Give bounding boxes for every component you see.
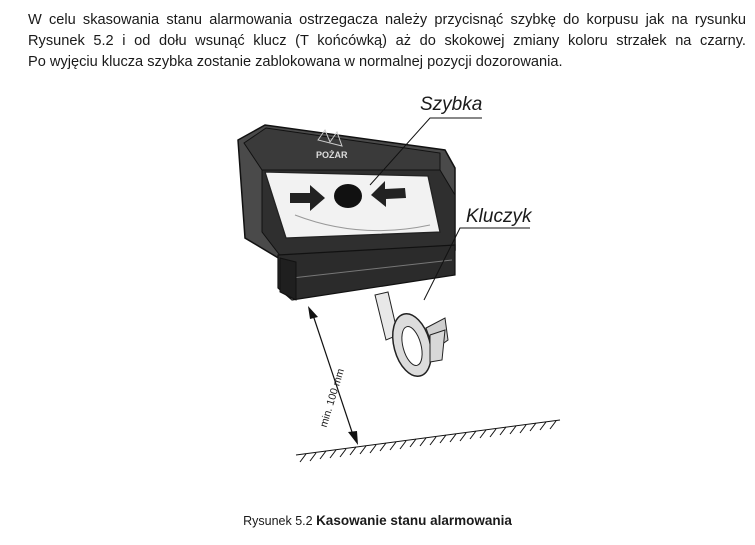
label-kluczyk: Kluczyk	[466, 206, 532, 227]
figure-caption	[0, 513, 755, 528]
paragraph-line-1: W celu skasowania stanu alarmowania ostrzegacza należy przycisnąć szybkę do korpusu jak na rysunku	[28, 12, 746, 28]
key-icon	[375, 292, 448, 381]
center-dot-icon	[334, 184, 362, 208]
label-szybka: Szybka	[420, 94, 483, 115]
svg-text:POŻAR: POŻAR	[316, 150, 348, 160]
caption-prefix: Rysunek 5.2	[243, 514, 313, 528]
paragraph-line-2: Rysunek 5.2 i od dołu wsunąć klucz (T końcówką) aż do skokowej zmiany koloru strzałek na czarny.	[28, 33, 746, 49]
ground-hatch	[296, 420, 560, 462]
caption-title: Kasowanie stanu alarmowania	[316, 513, 512, 528]
dimension-label: min. 100 mm	[317, 367, 347, 429]
paragraph-line-3: Po wyjęciu klucza szybka zostanie zablokowana w normalnej pozycji dozorowania.	[28, 54, 563, 70]
